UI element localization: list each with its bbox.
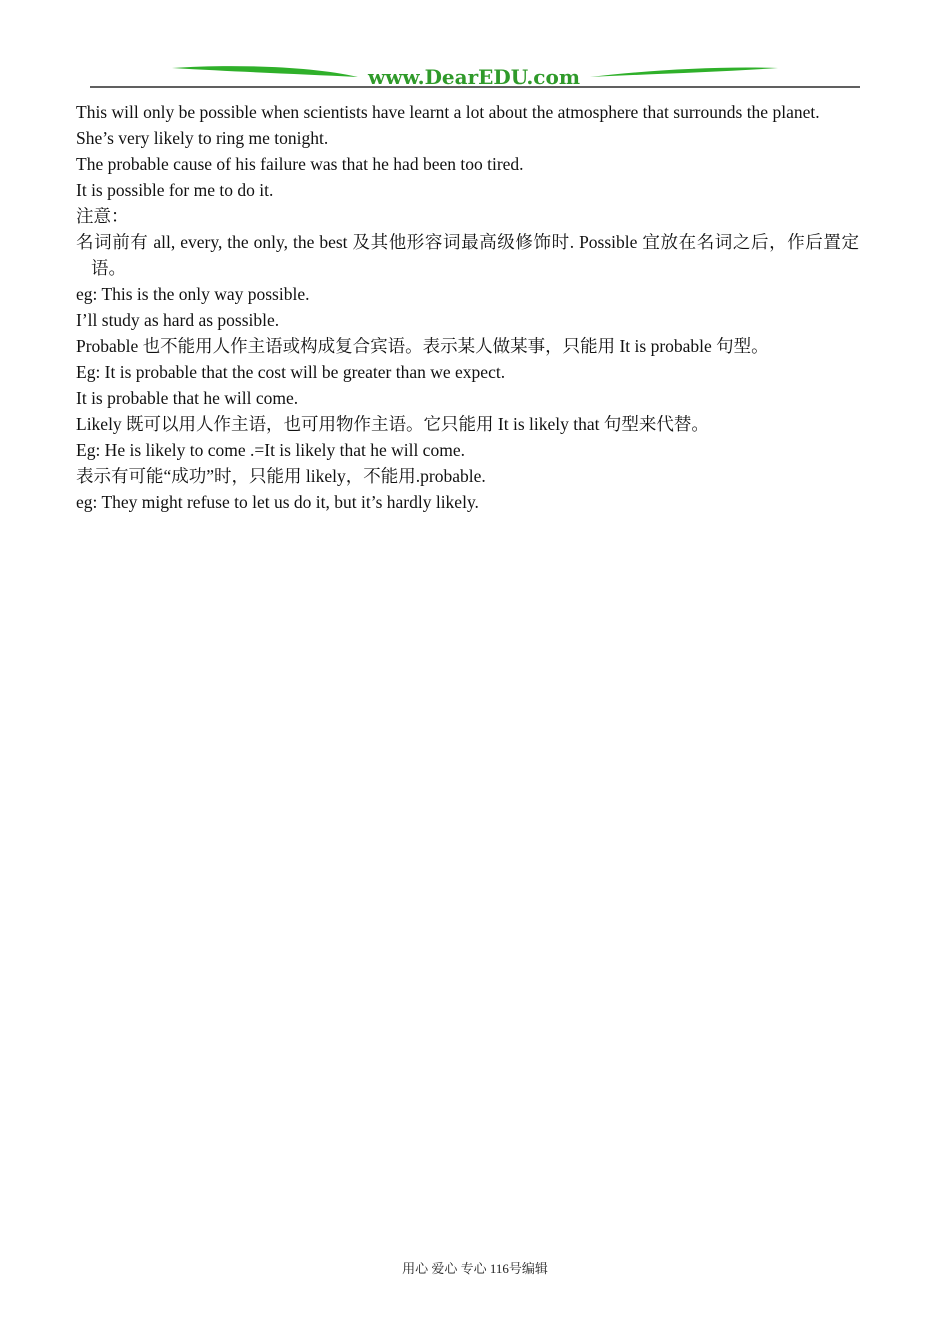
site-logo: www.DearEDU.com: [367, 65, 581, 89]
right-swoosh-decoration: [590, 67, 778, 77]
paragraph-example-cost: Eg: It is probable that the cost will be greater than we expect.: [76, 362, 506, 382]
paragraph-atmosphere: This will only be possible when scientists have learnt a lot about the atmosphere that surrounds the planet.: [76, 102, 820, 122]
page-footer: 用心 爱心 专心 116号编辑: [402, 1261, 548, 1276]
paragraph-possible-for-me: It is possible for me to do it.: [76, 180, 274, 200]
paragraph-likely-ring: She’s very likely to ring me tonight.: [76, 128, 329, 148]
paragraph-note-heading: 注意：: [76, 206, 129, 226]
paragraph-example-only-way: eg: This is the only way possible.: [76, 284, 310, 304]
paragraph-probable-rule: Probable 也不能用人作主语或构成复合宾语。表示某人做某事，只能用 It is probable 句型。: [76, 336, 769, 356]
document-body: [76, 99, 859, 515]
header-banner: [90, 60, 860, 92]
paragraph-example-hard: I’ll study as hard as possible.: [76, 310, 280, 330]
paragraph-example-refuse: eg: They might refuse to let us do it, but it’s hardly likely.: [76, 492, 479, 512]
paragraph-success-rule: 表示有可能“成功”时，只能用 likely，不能用.probable.: [76, 466, 486, 486]
paragraph-example-likely-come: Eg: He is likely to come .=It is likely that he will come.: [76, 440, 465, 460]
paragraph-possible-rule: 名词前有 all, every, the only, the best 及其他形容词最高级修饰时. Possible 宜放在名词之后，作后置定语。: [76, 232, 859, 278]
page-header: [90, 60, 860, 92]
paragraph-likely-rule: Likely 既可以用人作主语，也可用物作主语。它只能用 It is likely that 句型来代替。: [76, 414, 709, 434]
paragraph-example-will-come: It is probable that he will come.: [76, 388, 299, 408]
paragraph-probable-cause: The probable cause of his failure was that he had been too tired.: [76, 154, 524, 174]
left-swoosh-decoration: [172, 66, 358, 77]
